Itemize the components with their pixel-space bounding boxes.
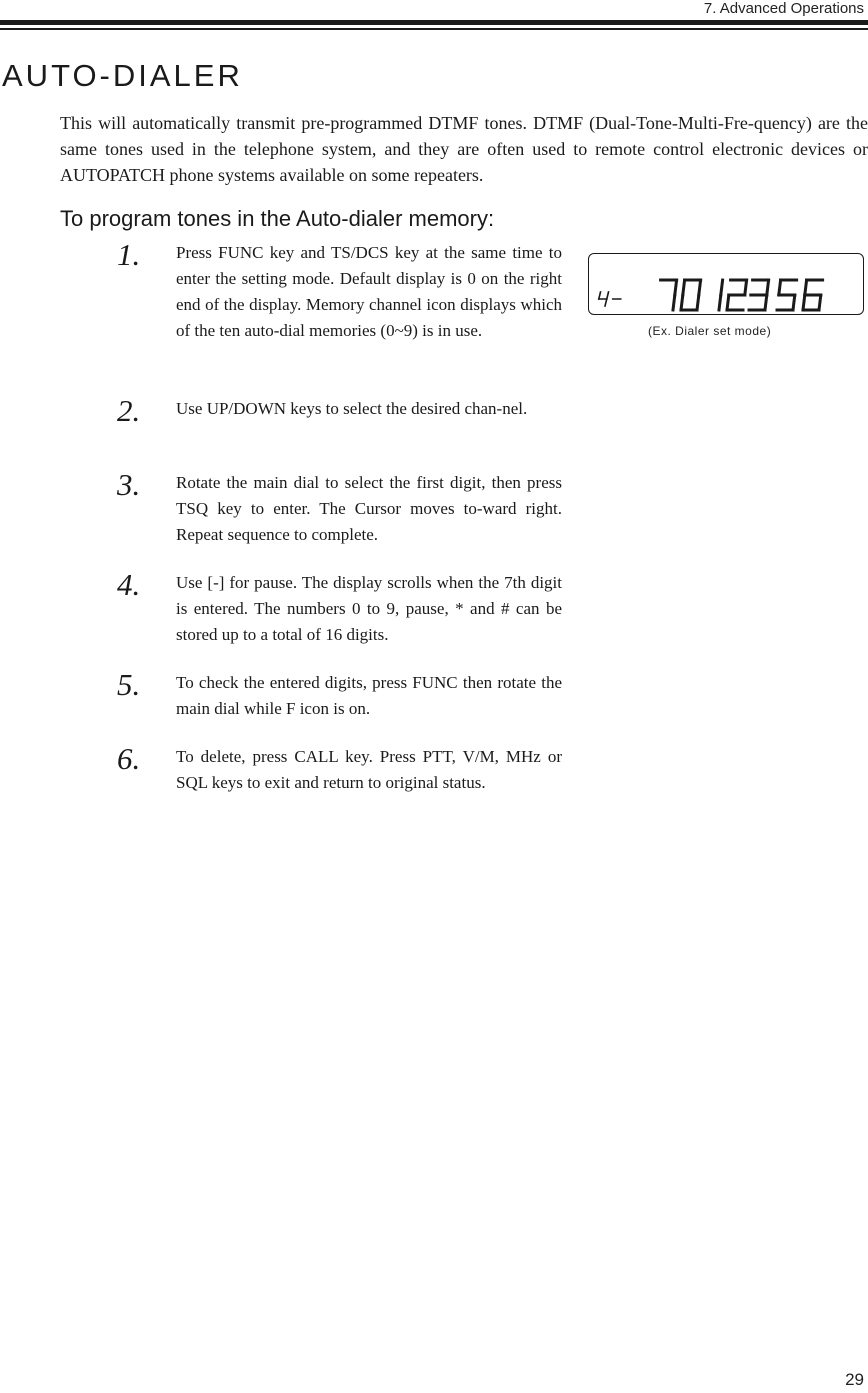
lcd-segment-c [697,295,699,310]
lcd-segment-f [683,280,685,295]
section-header: 7. Advanced Operations [703,0,864,17]
step-text: To check the entered digits, press FUNC then rotate the main dial while F icon is on. [176,673,562,718]
header-rule-thick [0,20,868,25]
section-subheading: To program tones in the Auto-dialer memory: [60,206,495,231]
lcd-segment-b [675,280,677,295]
page-number: 29 [845,1370,864,1389]
lcd-channel-char [599,292,609,306]
intro-paragraph: This will automatically transmit pre-programmed DTMF tones. DTMF (Dual-Tone-Multi-Fre-quency) are the same tones used in the telephone system, and they are often used to remote control electronic devices or AUTOPATCH phone systems available on some repeaters. [60,113,868,185]
lcd-segment-f [599,292,601,299]
step-text: To delete, press CALL key. Press PTT, V/M, MHz or SQL keys to exit and return to original status. [176,747,562,792]
lcd-digit [661,280,677,310]
page-title: AUTO-DIALER [2,58,243,93]
lcd-digit [777,280,797,310]
lcd-segment-e [803,295,805,310]
lcd-segment-e [727,295,729,310]
step-text: Use [-] for pause. The display scrolls when the 7th digit is entered. The numbers 0 to 9, pause, * and # can be stored up to a total of 16 digits. [176,573,562,644]
lcd-segment-c [793,295,795,310]
lcd-segment-f [779,280,781,295]
lcd-segment-c [673,295,675,310]
step-text: Press FUNC key and TS/DCS key at the same time to enter the setting mode. Default display is 0 on the right end of the display. Memory channel icon displays which of the ten auto-dial memories (0~9) is in use. [176,243,562,340]
lcd-segment-e [681,295,683,310]
lcd-digit [681,280,701,310]
lcd-segment-b [699,280,701,295]
lcd-segment-b [745,280,747,295]
lcd-segment-b [721,280,723,295]
lcd-segment-c [819,295,821,310]
lcd-segment-c [605,299,607,306]
lcd-digit [749,280,769,310]
step-number: 3. [117,467,141,502]
lcd-digit [803,280,823,310]
step-number: 6. [117,741,141,776]
step-text: Rotate the main dial to select the first digit, then press TSQ key to enter. The Cursor moves to-ward right. Repeat sequence to complete. [176,473,562,544]
step-text: Use UP/DOWN keys to select the desired chan-nel. [176,399,528,418]
step-number: 4. [117,567,141,602]
lcd-segment-b [767,280,769,295]
step-number: 5. [117,667,141,702]
lcd-channel-indicator [599,292,621,306]
lcd-digit [719,280,723,310]
header-rule-thin [0,28,868,30]
step-number: 2. [117,393,141,428]
lcd-digits [589,254,863,314]
lcd-segment-b [607,292,609,299]
lcd-digit-row [661,280,823,310]
step-number: 1. [117,237,141,272]
lcd-digit [727,280,747,310]
display-caption: (Ex. Dialer set mode) [648,324,772,338]
lcd-display [588,253,864,315]
lcd-segment-f [805,280,807,295]
lcd-segment-c [765,295,767,310]
lcd-segment-c [719,295,721,310]
